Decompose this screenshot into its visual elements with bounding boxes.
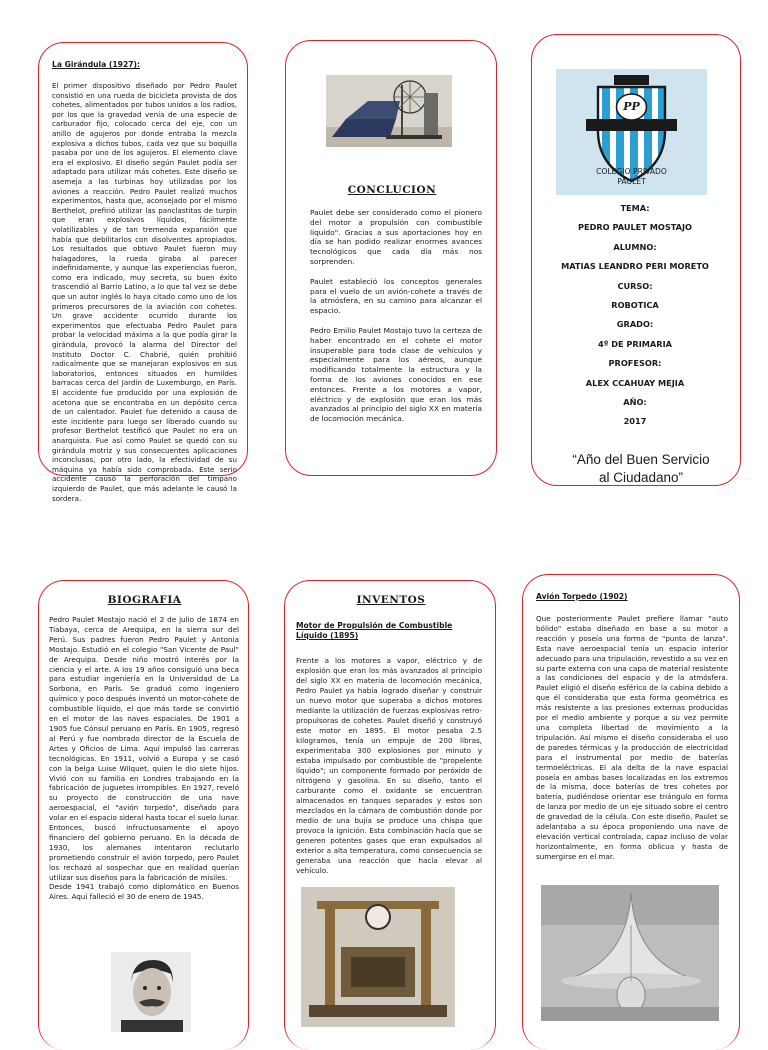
info-grado-label: GRADO: [616,319,654,330]
info-anio-label: AÑO: [623,396,647,407]
portrait-icon [111,952,191,1032]
biografia-heading: BIOGRAFIA [107,594,182,606]
girandula-photo [326,75,452,147]
paulet-portrait [111,952,191,1032]
panel-avion-torpedo [522,574,740,1050]
girandula-machine-icon [326,75,452,147]
info-tema-label: TEMA: [620,203,650,213]
biografia-text-end: Desde 1941 trabajó como diplomático en Buenos Aires. Aquí falleció el 30 de enero de 1945. [49,882,239,902]
conclusion-paragraph-1: Paulet debe ser considerado como el pionero del motor a propulsión con combustible líquido". Gracias a sus aportaciones hoy en día se han podido realizar enormes avances tecnológicos que cada día más nos sorprenden. [310,208,482,266]
info-alumno-value: MATIAS LEANDRO PERI MORETO [561,261,709,272]
cover-info [530,199,740,432]
avion-title: Avión Torpedo (1902) [536,592,628,601]
panel-girandula [38,42,248,503]
motto-line-2: al Ciudadano” [598,470,684,485]
girandula-title: La Girándula (1927): [52,60,141,69]
conclusion-paragraph-2: Paulet estableció los conceptos generales para el vuelo de un avión-cohete a través de la atmósfera, en su camino para alcanzar el espacio. [310,276,482,316]
girandula-text: El primer dispositivo diseñado por Pedro Paulet consistió en una rueda de bicicleta provista de dos cohetes, alimentados por tubos unidos a los radios, por los que la gravedad venía de una especie de carburador fijo, colocado cerca del eje, con un anillo de agujeros por donde entraba la mezcla explosiva a dichos tubos, cada vez que su boquilla pasaba por uno de los agujeros. El elemento clave era el explosivo. El diseño según Paulet podía ser adaptado para utilizar más cohetes. Este diseño se asemeja a las turbinas hoy utilizadas por los aviones a reacción. Pedro Paulet realizó muchos experimentos, hasta que, aconsejado por el mismo Berthelot, prefirió utilizar las panclastitas de turpin que eran explosivos líquidos, fácilmente volatilizables y de tan tremenda expansión que había que debilitarlos con disolventes apropiados. Los resultados que obtuvo Paulet fueron muy halagadores, la rueda giraba al parecer indefinidamente, y aunque las experiencias fueron, como era indicado, muy secreta, su buen éxito trascendió al Barrio Latino, a lo que tal vez se debe que un autor inglés lo haya citado como uno de los primeros precursores de la aviación con cohetes. Un grave accidente ocurrido durante los experimentos que efectuaba Pedro Paulet para probar la velocidad máxima a la que podía girar la girándula, provocó la alarma del Director del Instituto Doctor C. Chabrié, quién prohibió radicalmente que se manejaran explosivos en sus laboratorios, entonces situados en humildes barracas cerca del Jardín de Luxemburgo, en París. El accidente fue producido por una explosión de acetona que se encontraba en un depósito cerca de un calentador. Paulet fue detenido a causa de este incidente para luego ser liberado cuando su profesor Berthelot testificó que Paulet no era un anarquista. Fue así como Paulet se quedó con su girándula motriz y sus consecuentes aplicaciones inconclusas, por otro lado, la efectividad de su máquina ya había sido comprobada. Este serio accidente causó la perforación del tímpano izquierdo de Paulet, que más adelante le causó la sordera. [52,81,237,503]
motor-subtitle: Motor de Propulsión de Combustible Líquido (1895) [296,621,453,640]
info-curso-value: ROBOTICA [611,299,659,310]
avion-photo [541,885,719,1021]
panel-inventos [284,580,496,1050]
school-logo [556,69,707,195]
motto-line-1: “Año del Buen Servicio [572,452,710,467]
info-tema-value: PEDRO PAULET MOSTAJO [577,222,693,233]
conclusion-heading: CONCLUCION [347,184,437,196]
motor-text: Frente a los motores a vapor, eléctrico y de explosión que eran los más avanzados al principio del siglo XX en materia de locomoción mecánica, Pedro Paulet ya había logrado diseñar y construir un nuevo motor que superaba a dichos motores mediante la utilización de fuerzas explosivas retro-propulsoras de cohetes. Paulet diseñó y construyó este motor en 1895. El motor pesaba 2.5 kilogramos, tenía un empuje de 200 libras, experimentaba 300 explosiones por minuto y estaba impulsado por combustible de "propelente líquido"; un componente formado por peróxido de nitrógeno y gasolina. En su diseño, tanto el carburante como el oxidante se encuentran almacenados en tanques separados y estos son mezclados en la cámara de combustión donde por medio de una bujía se produce una chispa que provoca la ignición. Esta combinación hacía que se generen potentes gases que eran expulsados al exterior a alta temperatura, como consecuencia se generaba una reacción que hacía elevar al vehículo. [296,656,482,875]
logo-school-line1: COLEGIO PRIVADO [596,167,667,176]
motor-photo [301,887,455,1027]
motor-machine-icon [301,887,455,1027]
cover-motto [531,451,751,487]
biografia-text: Pedro Paulet Mostajo nació el 2 de julio de 1874 en Tiabaya, cerca de Arequipa, en la sierra sur del Perú. Sus padres fueron Pedro Paulet y Antonia Mostajo. Estudió en el colegio "San Vicente de Paul" de Arequipa. Desde niño mostró interés por la ciencia y el arte. A los 19 años consiguió una beca para estudiar ingeniería en la Universidad de La Sorbona, en París. Se graduó como ingeniero químico y poco después inventó un motor-cohete de combustible líquido, el que más tarde se convirtió en el motor de las naves espaciales. De 1901 a 1905 fue Cónsul peruano en París. En 1905, regresó al Perú y fue nombrado director de la Escuela de Artes y Oficios de Lima. Aquí impulsó las carreras tecnológicas. En 1911, volvió a Europa y se casó con la belga Luise Wilquet, quien le dio siete hijos. Vivió con su familia en Londres trabajando en la fabricación de juguetes irrompibles. En 1927, reveló su proyecto de construcción de una nave aeroespacial, el "avión torpedo", diseñado para volar en el espacio sideral hasta tocar el suelo lunar. Entonces, buscó infructuosamente el apoyo financiero del gobierno peruano. En la década de 1930, los alemanes intentaron reclutarlo prometiendo construir el avión torpedo, pero Paulet los rechazó al sospechar que en realidad querían utilizar sus diseños para la fabricación de misiles. [49,615,239,882]
info-curso-label: CURSO: [617,280,653,291]
logo-school-line2: PAULET [617,177,646,186]
info-anio-value: 2017 [623,416,647,427]
rocket-plane-icon [541,885,719,1021]
info-profesor-label: PROFESOR: [608,358,662,369]
logo-monogram: PP [623,100,640,113]
conclusion-paragraph-3: Pedro Emilio Paulet Mostajo tuvo la certeza de haber encontrado en el cohete el motor insuperable para toda clase de vehículos y especialmente para los aéreos, aunque modificando totalmente la estructura y la forma de los aviones conocidos en ese entonces. Frente a los motores a vapor, eléctrico y de explosión que eran los más avanzados al principio del siglo XX en materia de locomoción mecánica. [310,325,482,424]
inventos-heading: INVENTOS [356,594,426,606]
info-alumno-label: ALUMNO: [613,241,657,252]
info-grado-value: 4º DE PRIMARIA [598,338,672,349]
panel-biografia [38,580,249,1050]
panel-conclusion [285,40,497,476]
avion-text: Que posteriormente Paulet prefiere llamar "auto bólido" estaba diseñado en base a su motor a reacción y poseía una forma de "punta de lanza". Esta nave aeroespacial tenía un espacio interior adecuado para una tripulación, revestido a su vez en su parte externa con una capa de material resistente a las condiciones del espacio y de la atmósfera. Paulet eligió el diseño esférico de la cabina debido a que él consideraba que esta forma geométrica es más resistente a las presiones externas producidas por el medio ambiente y porque a su vez permite una completa libertad de movimiento a la tripulación. Así mismo el diseño consideraba el uso de paredes térmicas y la producción de electricidad para el instrumental por medio de baterías termoeléctricas. El ala delta de la nave espacial poseía en ambas bases localizadas en los extremos de la misma, doce baterías de tres cohetes por batería, pudiéndose orientar ese triángulo en forma de lanza por medio de un eje situado sobre el centro de gravedad de la célula. Con este diseño, Paulet se adelantaba a su época proponiendo una nave de elevación vertical controlada, capaz incluso de volar horizontalmente, en forma oblicua y hasta de sumergirse en el mar. [536,614,728,861]
info-profesor-value: ALEX CCAHUAY MEJIA [585,377,685,388]
